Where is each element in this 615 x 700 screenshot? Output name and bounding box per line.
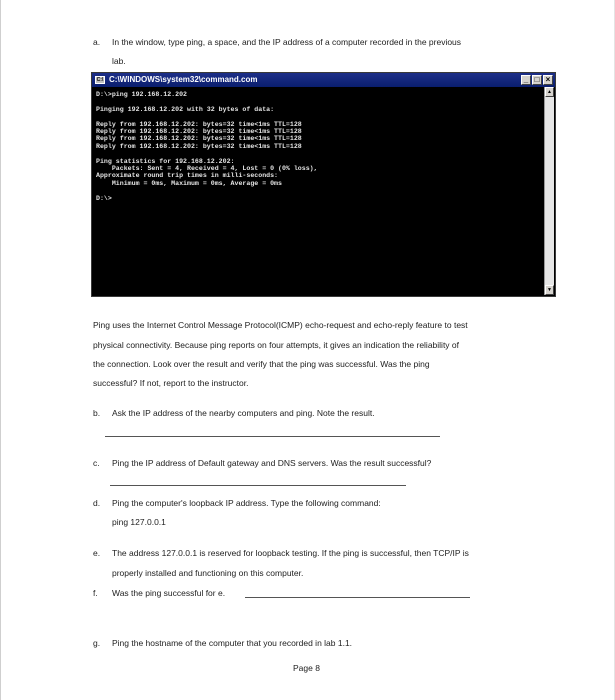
console-app-icon[interactable]: C:\: [96, 77, 104, 83]
paragraph-line-2: physical connectivity. Because ping reports on four attempts, it gives an indication the reliability of: [93, 340, 460, 350]
console-line: [96, 113, 541, 120]
console-line: D:\>: [96, 194, 112, 202]
scroll-up-button[interactable]: ▲: [545, 87, 554, 97]
item-a-marker: a.: [93, 37, 101, 47]
console-line: Pinging 192.168.12.202 with 32 bytes of data:: [96, 105, 275, 113]
item-e-line1: The address 127.0.0.1 is reserved for loopback testing. If the ping is successful, then TCP/IP is: [112, 548, 469, 558]
paragraph-line-1: Ping uses the Internet Control Message Protocol(ICMP) echo-request and echo-reply feature to test: [93, 320, 468, 330]
item-d-text: Ping the computer's loopback IP address. Type the following command:: [112, 498, 381, 508]
item-a-line2: lab.: [112, 56, 126, 66]
item-e-marker: e.: [93, 548, 101, 558]
console-line: Minimum = 0ms, Maximum = 0ms, Average = 0ms: [96, 179, 282, 187]
item-b-text: Ask the IP address of the nearby computers and ping. Note the result.: [112, 408, 375, 418]
console-line: [96, 187, 541, 194]
page-number: Page 8: [293, 663, 320, 673]
paragraph-line-3: the connection. Look over the result and verify that the ping was successful. Was the ping: [93, 359, 430, 369]
window-titlebar[interactable]: [92, 73, 555, 87]
console-line: Approximate round trip times in milli-seconds:: [96, 172, 279, 180]
item-c-text: Ping the IP address of Default gateway and DNS servers. Was the result successful?: [112, 458, 432, 468]
console-line: Reply from 192.168.12.202: bytes=32 time<1ms TTL=128: [96, 120, 302, 128]
scroll-down-button[interactable]: ▼: [545, 285, 554, 295]
item-e-line2: properly installed and functioning on this computer.: [112, 568, 304, 578]
answer-line-c: [110, 485, 406, 486]
console-line: Reply from 192.168.12.202: bytes=32 time<1ms TTL=128: [96, 135, 302, 143]
item-f-marker: f.: [93, 588, 98, 598]
console-line: [96, 98, 541, 105]
answer-line-b: [105, 436, 440, 437]
vertical-scrollbar[interactable]: [544, 87, 554, 295]
item-b-marker: b.: [93, 408, 101, 418]
console-line: [96, 150, 541, 157]
item-g-text: Ping the hostname of the computer that you recorded in lab 1.1.: [112, 638, 353, 648]
console-line: Packets: Sent = 4, Received = 4, Lost = 0 (0% loss),: [96, 165, 318, 173]
item-d-command: ping 127.0.0.1: [112, 517, 166, 527]
item-c-marker: c.: [93, 458, 100, 468]
item-a-line1: In the window, type ping, a space, and the IP address of a computer recorded in the previous: [112, 37, 462, 47]
paragraph-line-4: successful? If not, report to the instructor.: [93, 378, 249, 388]
command-prompt-window: [91, 72, 556, 297]
close-button[interactable]: ×: [543, 75, 553, 85]
item-g-marker: g.: [93, 638, 101, 648]
console-line: D:\>ping 192.168.12.202: [96, 91, 188, 98]
console-output[interactable]: [96, 91, 541, 293]
item-f-text: Was the ping successful for e.: [112, 588, 226, 598]
console-line: Reply from 192.168.12.202: bytes=32 time<1ms TTL=128: [96, 142, 302, 150]
console-line: Ping statistics for 192.168.12.202:: [96, 157, 235, 165]
console-line: Reply from 192.168.12.202: bytes=32 time<1ms TTL=128: [96, 128, 302, 136]
answer-line-f: [245, 597, 470, 598]
item-d-marker: d.: [93, 498, 101, 508]
minimize-button[interactable]: _: [521, 75, 531, 85]
window-title: C:\WINDOWS\system32\command.com: [109, 75, 258, 84]
maximize-button[interactable]: □: [532, 75, 542, 85]
